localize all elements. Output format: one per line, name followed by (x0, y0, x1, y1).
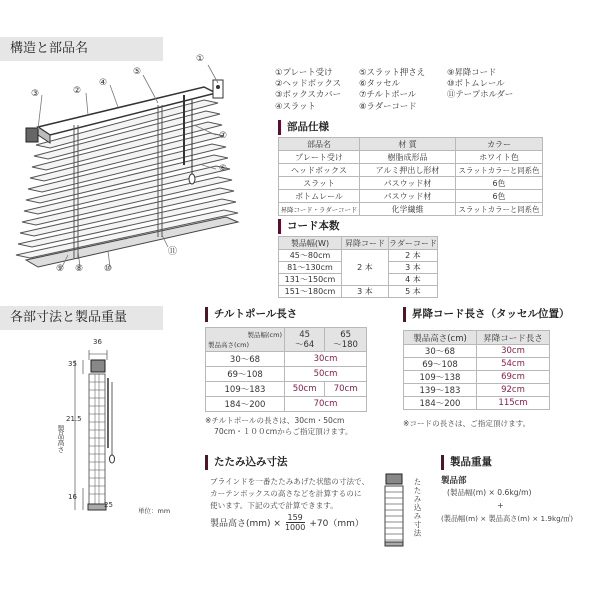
dim-label-35: 35 (68, 360, 77, 368)
table-cell: 69～108 (206, 367, 285, 382)
table-cell: 70cm (325, 382, 367, 397)
parts-spec-table (278, 137, 543, 216)
side-dimension-diagram (45, 338, 185, 528)
table-cell: 2 本 (342, 250, 389, 286)
table-header: ラダーコード (389, 238, 437, 248)
table-cell: 109～138 (404, 371, 477, 384)
table-cell: 69cm (477, 371, 550, 384)
table-cell: 3 本 (342, 286, 389, 298)
diagram-label-3: ③ (31, 89, 40, 99)
table-cell: パスウッド材 (360, 177, 456, 190)
tilt-pole-note-2: 70cm・１００cmからご指定頂けます。 (214, 427, 353, 436)
diagram-label-10: ⑩ (104, 264, 113, 274)
diagram-label-9: ⑨ (56, 264, 65, 274)
parts-list-item: ⑦チルトポール (359, 89, 417, 100)
table-cell: 92cm (477, 384, 550, 397)
table-cell: ヘッドボックス (279, 164, 360, 177)
table-header: 製品幅(W) (279, 237, 342, 250)
tilt-pole-note-1: ※チルトポールの長さは、30cm・50cm (205, 416, 345, 425)
tilt-pole-title: チルトポール長さ (205, 307, 297, 322)
table-cell: 45～80cm (279, 250, 342, 262)
diagram-label-7: ⑦ (219, 131, 228, 141)
weight-title: 製品重量 (441, 455, 492, 470)
table-cell: 4 本 (389, 274, 438, 286)
parts-list-item: ⑩ボトムレール (447, 78, 505, 89)
table-header: 製品高さ(cm) (404, 331, 477, 345)
table-cell: 151～180cm (279, 286, 342, 298)
lift-cord-note: ※コードの長さは、ご指定頂けます。 (403, 419, 531, 428)
folded-formula (210, 513, 364, 532)
folded-text-1: ブラインドを一番たたみあげた状態の寸法で、 (210, 477, 370, 486)
dim-unit: 単位：mm (138, 507, 171, 515)
parts-list-item: ①プレート受け (275, 67, 333, 77)
table-cell: 81～130cm (279, 262, 342, 274)
table-cell: 131～150cm (279, 274, 342, 286)
table-cell: スラットカラーと同系色 (456, 164, 543, 177)
table-cell: 54cm (477, 358, 550, 371)
folded-vertical-label: たたみ込み寸法 (413, 478, 422, 538)
table-cell: ボトムレール (279, 190, 360, 203)
table-cell: 昇降コード・ラダーコード (279, 203, 360, 216)
table-cell: 化学繊維 (360, 203, 456, 216)
formula-numerator: 159 (287, 513, 303, 522)
dim-label-16: 16 (68, 493, 77, 501)
formula-left: 製品高さ(mm) × (210, 519, 281, 529)
lift-cord-title: 昇降コード長さ（タッセル位置） (403, 307, 570, 322)
diagram-label-8: ⑧ (75, 264, 84, 274)
tilt-header-height: 製品高さ(cm) (208, 341, 249, 349)
table-header (206, 328, 285, 352)
table-cell: 6色 (456, 190, 543, 203)
dimensions-section-title: 各部寸法と製品重量 (0, 306, 163, 330)
parts-list-item: ④スラット (275, 100, 316, 111)
table-cell: 30cm (477, 345, 550, 358)
table-cell: 184～200 (404, 397, 477, 410)
tilt-pole-table (205, 327, 367, 412)
blind-structure-diagram (8, 55, 270, 295)
diagram-label-2: ② (73, 86, 82, 96)
table-header: 昇降コード長さ (477, 331, 550, 345)
parts-list (275, 67, 513, 112)
table-cell: 5 本 (389, 286, 438, 298)
formula-right: +70（mm） (309, 519, 364, 529)
weight-line-1: (製品幅(m) × 0.6kg/m) (447, 488, 532, 497)
table-cell: 6色 (456, 177, 543, 190)
parts-list-item: ⑥タッセル (359, 78, 401, 89)
table-cell: 30～68 (404, 345, 477, 358)
table-cell: 3 本 (389, 262, 438, 274)
dim-label-height: 製品高さ (57, 425, 65, 453)
table-cell: 70cm (285, 397, 367, 412)
table-cell: アルミ押出し形材 (360, 164, 456, 177)
table-header: 昇降コード (342, 237, 389, 250)
dim-label-top: 36 (93, 338, 102, 346)
table-cell: 139～183 (404, 384, 477, 397)
table-cell: 184～200 (206, 397, 285, 412)
folded-stack-diagram (380, 470, 410, 550)
table-cell: 30cm (285, 352, 367, 367)
folded-text-3: 使います。下記の式で計算できます。 (210, 501, 338, 510)
diagram-label-1: ① (196, 54, 205, 64)
weight-label: 製品部 (441, 476, 467, 486)
table-cell: 115cm (477, 397, 550, 410)
table-cell: スラットカラーと同系色 (456, 203, 543, 216)
diagram-label-4: ④ (99, 78, 108, 88)
table-cell: 50cm (285, 367, 367, 382)
table-cell: 樹脂成形品 (360, 151, 456, 164)
table-header: 45 ～64 (285, 328, 325, 352)
parts-list-item: ⑨昇降コード (447, 67, 497, 77)
parts-list-item: ⑤スラット押さえ (359, 67, 425, 77)
table-cell: 2 本 (389, 250, 438, 262)
table-cell: プレート受け (279, 151, 360, 164)
weight-plus: + (497, 501, 504, 510)
table-cell: 69～108 (404, 358, 477, 371)
table-cell: 109～183 (206, 382, 285, 397)
structure-section-title: 構造と部品名 (0, 37, 163, 61)
table-cell: 30～68 (206, 352, 285, 367)
formula-fraction (285, 513, 305, 532)
folded-title: たたみ込み寸法 (205, 455, 288, 470)
table-cell: スラット (279, 177, 360, 190)
table-cell: 50cm (285, 382, 325, 397)
diagram-label-5: ⑤ (133, 67, 142, 77)
parts-list-item: ⑧ラダーコード (359, 100, 417, 111)
table-header: 部品名 (279, 138, 360, 151)
table-header: 材 質 (360, 138, 456, 151)
diagram-label-6: ⑥ (219, 164, 228, 174)
lift-cord-table (403, 330, 550, 410)
parts-list-item: ②ヘッドボックス (275, 78, 342, 89)
dim-label-25: 25 (104, 501, 113, 509)
parts-spec-title: 部品仕様 (278, 120, 329, 135)
parts-list-item: ⑪テープホルダー (447, 89, 514, 100)
table-header: カラー (456, 138, 543, 151)
table-cell: パスウッド材 (360, 190, 456, 203)
cord-count-title: コード本数 (278, 219, 340, 234)
dim-label-21-5: 21.5 (66, 415, 82, 423)
formula-denominator: 1000 (284, 523, 306, 532)
weight-line-2: (製品幅(m) × 製品高さ(m) × 1.9kg/㎡) (441, 514, 574, 523)
table-header: 65 ～180 (325, 328, 367, 352)
cord-count-table (278, 236, 438, 298)
diagram-label-11: ⑪ (168, 247, 178, 257)
table-cell: ホワイト色 (456, 151, 543, 164)
folded-text-2: カーテンボックスの高さなどを計算するのに (210, 489, 362, 498)
tilt-header-width: 製品幅(cm) (247, 331, 282, 339)
parts-list-item: ③ボックスカバー (275, 89, 342, 100)
